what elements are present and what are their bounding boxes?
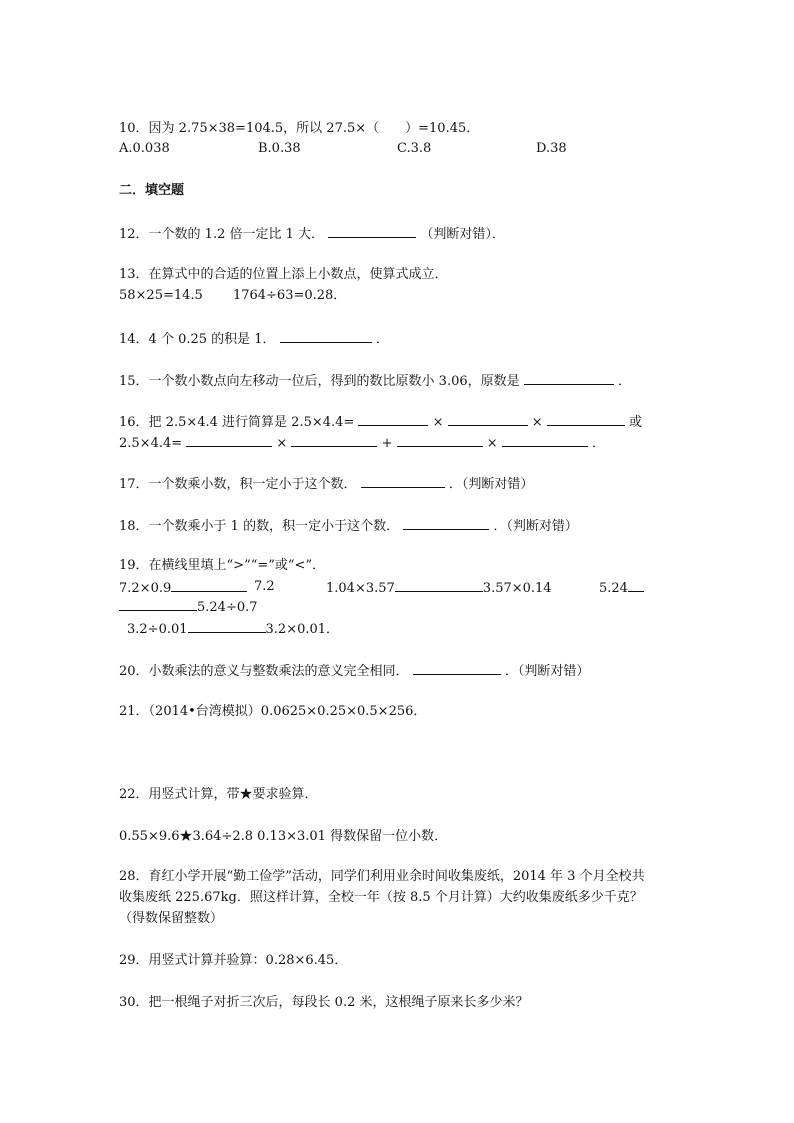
- q16-text: 16．把 2.5×4.4 进行简算是 2.5×4.4=: [119, 415, 355, 430]
- q12-text: 12．一个数的 1.2 倍一定比 1 大．: [119, 227, 325, 242]
- q16-blank-7[interactable]: [502, 434, 588, 447]
- q18-suffix: ．（判断对错）: [493, 519, 578, 534]
- q20-text: 20．小数乘法的意义与整数乘法的意义完全相同．: [119, 664, 409, 679]
- q14-answer-blank[interactable]: [280, 330, 372, 343]
- q17-suffix: ．（判断对错）: [448, 477, 534, 492]
- section-title: 二．填空题: [119, 183, 185, 198]
- q10-option-d: D.38: [536, 141, 567, 156]
- q10-option-b: B.0.38: [258, 141, 301, 156]
- q30: 30．把一根绳子对折三次后，每段长 0.2 米，这根绳子原来长多少米？: [119, 995, 529, 1010]
- q16-blank-4[interactable]: [186, 434, 272, 447]
- q16-blank-3[interactable]: [547, 413, 625, 426]
- q19-d-left: 3.2÷0.01: [127, 622, 188, 637]
- q19-d-blank[interactable]: [188, 620, 266, 633]
- q12-answer-blank[interactable]: [328, 225, 416, 238]
- q19-stem: 19．在横线里填上“>”“=”或“<”．: [119, 558, 326, 573]
- q16-plus: +: [381, 436, 393, 451]
- q19-c-right: 5.24÷0.7: [197, 600, 258, 615]
- q17-answer-blank[interactable]: [361, 475, 445, 488]
- q13-expressions: 58×25=14.5 1764÷63=0.28．: [119, 288, 347, 303]
- q19-a-blank[interactable]: [171, 579, 247, 592]
- q16-times: ×: [531, 415, 543, 430]
- q29: 29．用竖式计算并验算：0.28×6.45．: [119, 953, 348, 968]
- q16-times: ×: [432, 415, 444, 430]
- q16-blank-6[interactable]: [397, 434, 483, 447]
- q16-blank-5[interactable]: [291, 434, 377, 447]
- q19-b-right: 3.57×0.14: [482, 581, 552, 596]
- q14-text: 14．4 个 0.25 的积是 1．: [119, 332, 276, 347]
- q15-suffix: ．: [617, 374, 631, 389]
- q17: [119, 475, 533, 493]
- q16-line2-text: 2.5×4.4=: [119, 436, 183, 451]
- q19-item-d: [127, 620, 339, 638]
- q15-answer-blank[interactable]: [524, 372, 614, 385]
- q16-blank-1[interactable]: [358, 413, 428, 426]
- q18-text: 18．一个数乘小于 1 的数，积一定小于这个数．: [119, 519, 400, 534]
- q16-line1: [119, 413, 642, 431]
- q20-answer-blank[interactable]: [413, 662, 501, 675]
- q10-option-a: A.0.038: [119, 141, 170, 156]
- q19-item-a: [119, 579, 247, 597]
- q28-line1: 28．育红小学开展“勤工俭学”活动，同学们利用业余时间收集废纸，2014 年 3 个月全校共: [119, 869, 645, 884]
- q15-text: 15．一个数小数点向左移动一位后，得到的数比原数小 3.06，原数是: [119, 374, 520, 389]
- q15: [119, 372, 631, 390]
- q19-c-blank-part1[interactable]: [628, 579, 644, 592]
- q19-c-line: [119, 598, 258, 616]
- q10-option-c: C.3.8: [397, 141, 432, 156]
- q12-suffix: （判断对错）．: [420, 227, 505, 242]
- q10-stem: 10．因为 2.75×38=104.5，所以 27.5×（ ）=10.45．: [119, 121, 480, 136]
- q22-expressions: 0.55×9.6★3.64÷2.8 0.13×3.01 得数保留一位小数．: [119, 829, 448, 844]
- q19-c-left: 5.24: [599, 581, 628, 596]
- q19-c-left-group: [599, 579, 644, 597]
- q17-text: 17．一个数乘小数，积一定小于这个数．: [119, 477, 357, 492]
- q18: [119, 517, 578, 535]
- q19-a-right: 7.2: [254, 579, 275, 594]
- q14: [119, 330, 389, 348]
- q16-line2: [119, 434, 605, 452]
- q19-a-left: 7.2×0.9: [119, 581, 172, 596]
- q28-line2: 收集废纸 225.67kg．照这样计算，全校一年（按 8.5 个月计算）大约收集废纸多少千克？: [119, 890, 643, 905]
- q22-stem: 22．用竖式计算，带★要求验算．: [119, 787, 318, 802]
- q18-answer-blank[interactable]: [403, 517, 489, 530]
- q20-suffix: ．（判断对错）: [504, 664, 590, 679]
- q16-times: ×: [486, 436, 498, 451]
- q16-or: 或: [628, 415, 642, 430]
- q28-line3: （得数保留整数）: [119, 911, 224, 926]
- q19-b-left: 1.04×3.57: [326, 581, 395, 596]
- q19-c-blank[interactable]: [119, 598, 197, 611]
- q21: 21．（2014•台湾模拟）0.0625×0.25×0.5×256．: [119, 704, 427, 719]
- q16-blank-2[interactable]: [448, 413, 528, 426]
- q14-suffix: ．: [375, 332, 389, 347]
- q19-b-blank[interactable]: [395, 579, 483, 592]
- q19-item-b: [326, 579, 552, 597]
- q20: [119, 662, 589, 680]
- q16-end: ．: [591, 436, 605, 451]
- q12: [119, 225, 505, 243]
- q16-times: ×: [276, 436, 288, 451]
- q13-stem: 13．在算式中的合适的位置上添上小数点，使算式成立．: [119, 267, 448, 282]
- q19-d-right: 3.2×0.01．: [265, 622, 340, 637]
